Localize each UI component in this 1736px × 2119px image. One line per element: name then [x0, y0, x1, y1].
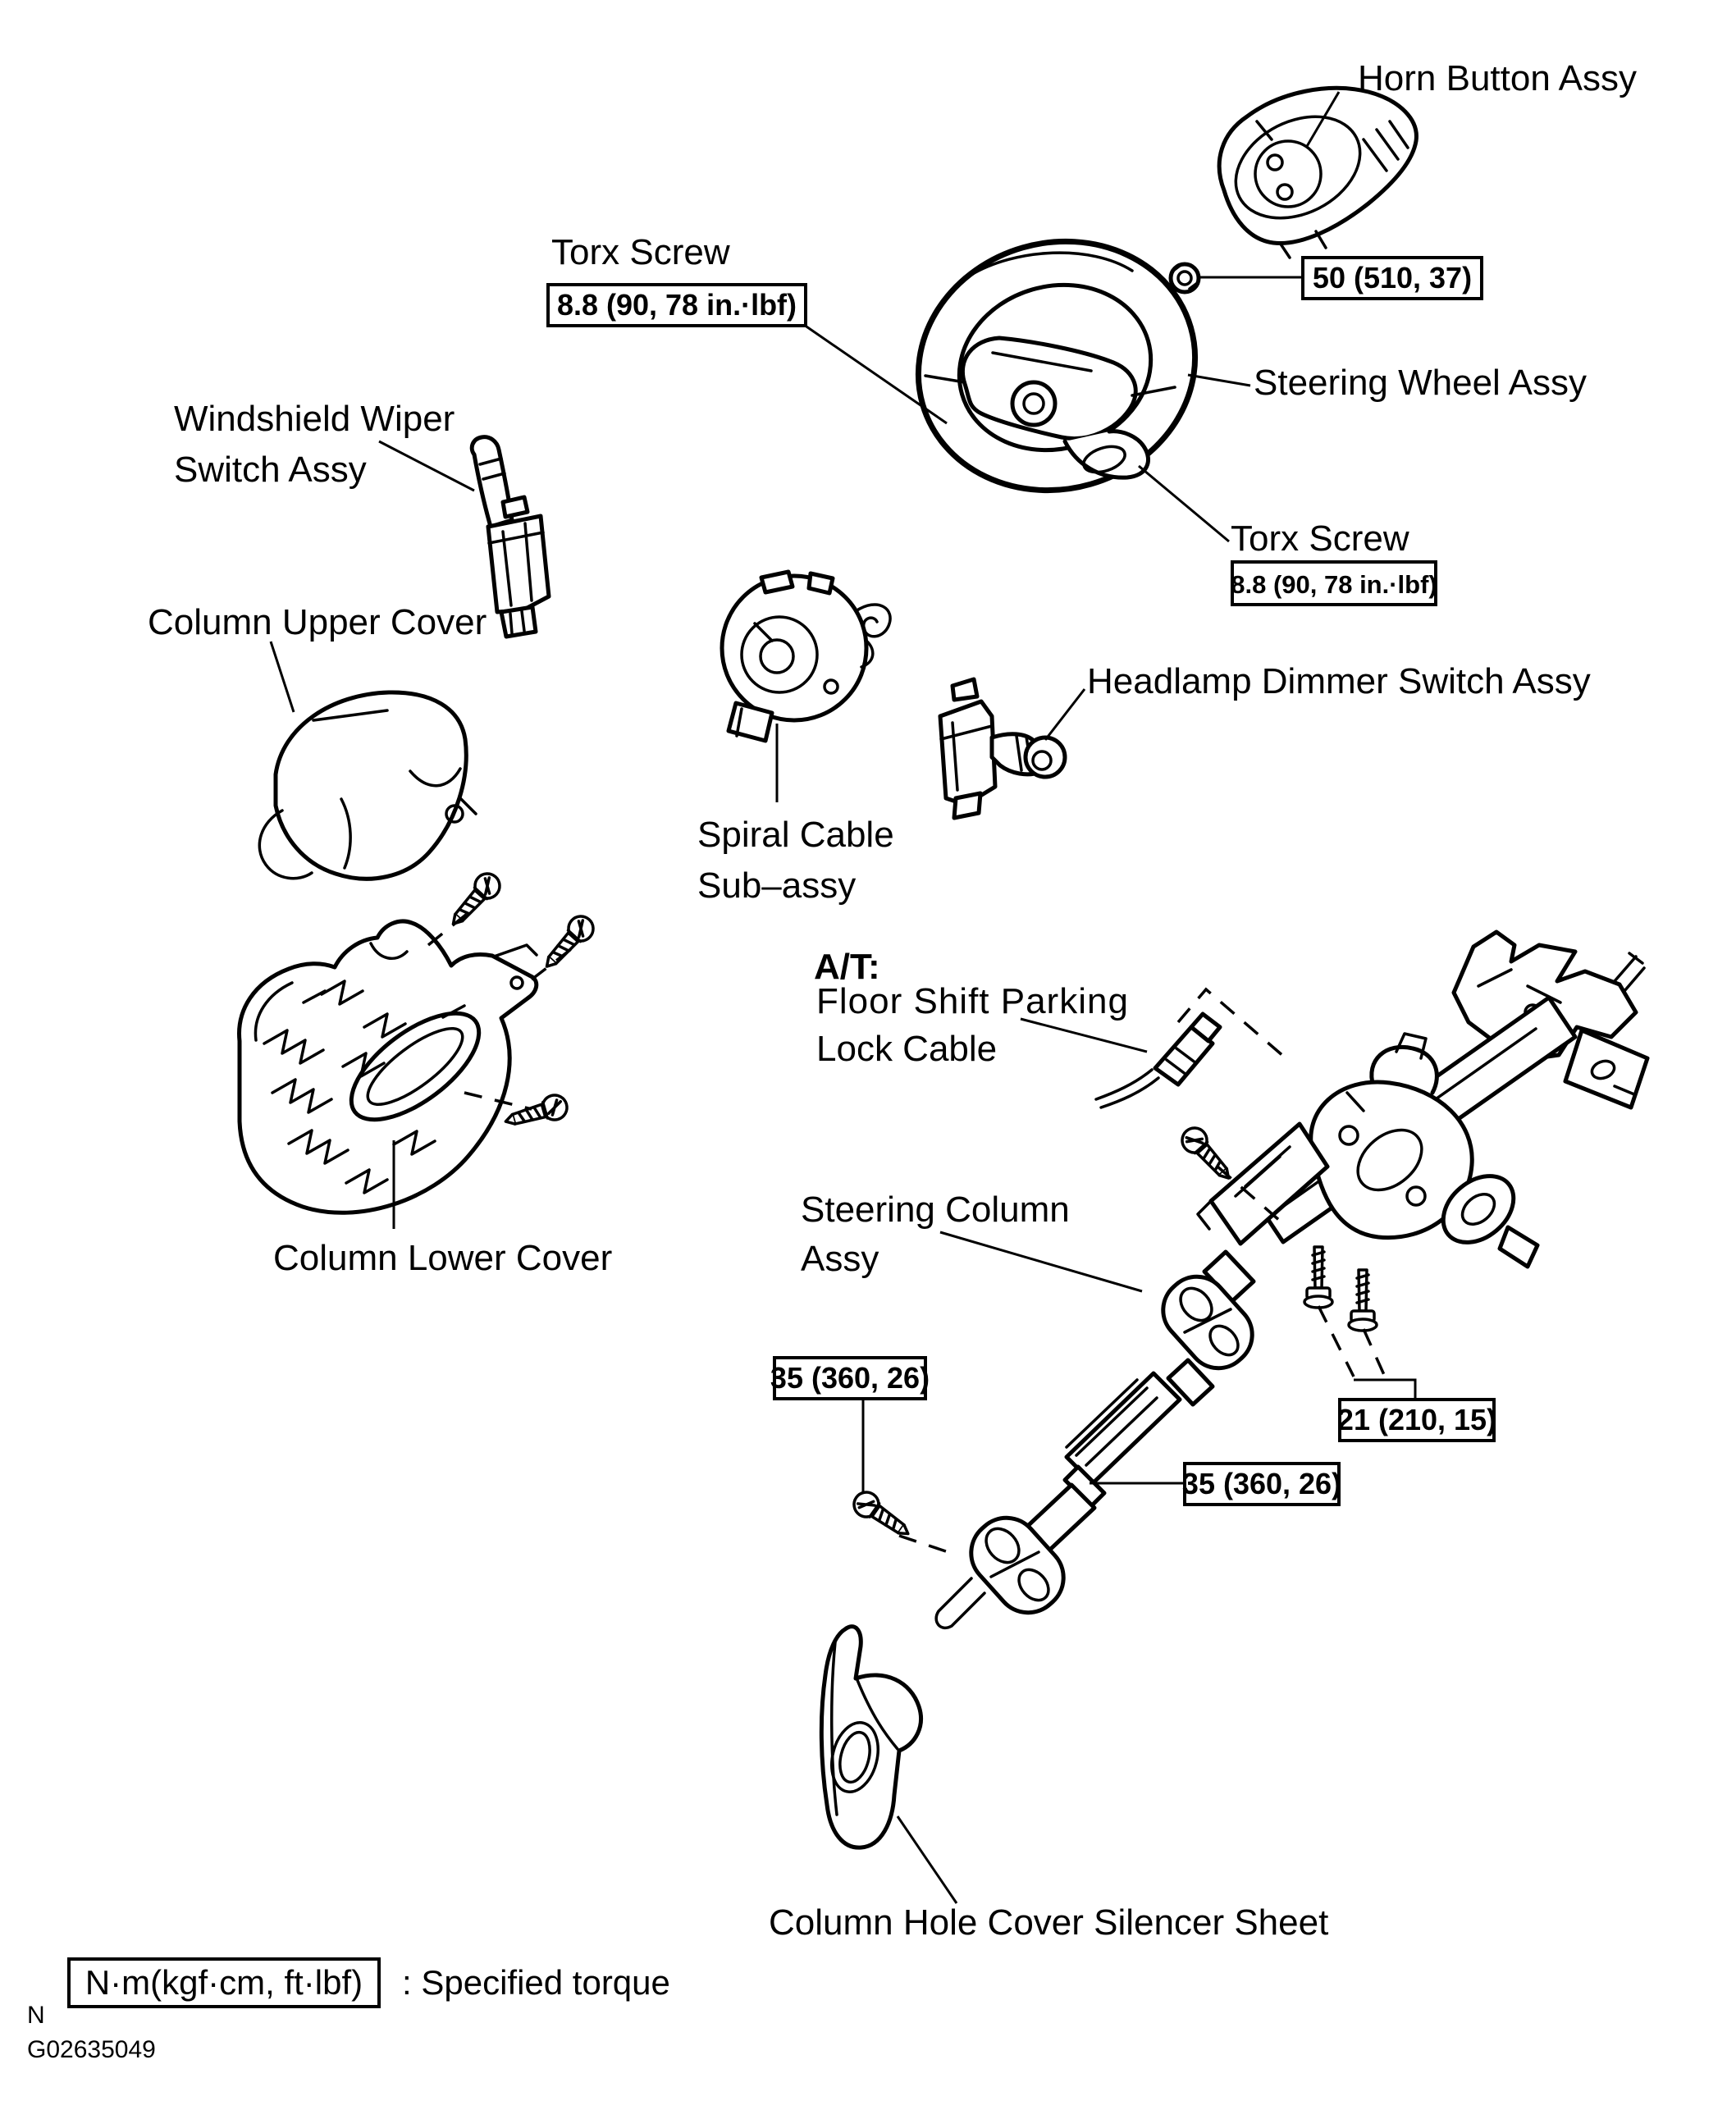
torx-screw-lower-label: Torx Screw [1231, 518, 1409, 559]
silencer-sheet-art [821, 1627, 921, 1847]
parking-cable-label-1: Floor Shift Parking [816, 981, 1129, 1021]
column-upper-cover-art [259, 692, 476, 879]
steering-column-label-1: Steering Column [801, 1190, 1070, 1230]
figure-code: G02635049 [27, 2036, 156, 2063]
steering-wheel-label: Steering Wheel Assy [1254, 363, 1587, 403]
silencer-sheet-label: Column Hole Cover Silencer Sheet [769, 1902, 1329, 1943]
mount-bolt-connector [1354, 1380, 1415, 1399]
horn-button-art [1218, 88, 1416, 258]
cover-screw-1-dash [428, 911, 471, 945]
wiper-switch-label-2: Switch Assy [174, 450, 367, 490]
torx-lower-leader [1139, 466, 1229, 541]
upper-cover-leader [271, 642, 294, 712]
steering-column-label-2: Assy [801, 1239, 879, 1279]
cover-screw-2 [537, 911, 598, 975]
torque-35-left-value: 35 (360, 26) [770, 1361, 930, 1395]
parking-cable-label-2: Lock Cable [816, 1029, 998, 1069]
joint-bolt-lower-dash [899, 1536, 953, 1554]
headlamp-leader [1045, 689, 1085, 740]
column-mount-bolt-2 [1349, 1270, 1377, 1331]
page-marker: N [27, 2002, 45, 2029]
spiral-cable-label-1: Spiral Cable [697, 815, 894, 855]
legend-description: : Specified torque [402, 1963, 670, 2002]
joint-bolt-lower [849, 1487, 915, 1544]
wiper-switch-label-1: Windshield Wiper [174, 399, 455, 439]
wiper-switch-leader [379, 441, 474, 491]
headlamp-dimmer-switch-art [940, 679, 1065, 818]
torque-35-right-value: 35 (360, 26) [1181, 1467, 1342, 1500]
parking-cable-leader [1021, 1019, 1147, 1052]
steering-column-art [936, 932, 1647, 1628]
parking-lock-cable-art [1096, 1014, 1220, 1107]
column-mount-bolt-1 [1304, 1247, 1332, 1308]
steering-wheel-leader [1188, 375, 1250, 386]
torque-wheel-nut-value: 50 (510, 37) [1312, 261, 1473, 295]
lower-cover-label: Column Lower Cover [273, 1238, 613, 1278]
at-note-label: A/T: [814, 947, 880, 987]
torque-torx-upper-value: 8.8 (90, 78 in.·lbf) [556, 288, 797, 322]
legend-box-label: N·m(kgf·cm, ft·lbf) [85, 1963, 363, 2002]
steering-column-leader [940, 1232, 1142, 1291]
wheel-nut-art [1171, 264, 1199, 292]
cover-screw-3 [502, 1092, 569, 1133]
column-lower-cover-art [240, 921, 537, 1212]
torque-torx-lower-value: 8.8 (90, 78 in.·lbf) [1231, 570, 1437, 599]
torque-21-value: 21 (210, 15) [1336, 1403, 1497, 1436]
torx-screw-upper-label: Torx Screw [551, 232, 730, 272]
horn-button-label: Horn Button Assy [1358, 58, 1637, 98]
steering-wheel-art [889, 209, 1225, 523]
spiral-cable-label-2: Sub–assy [697, 865, 857, 906]
cover-screw-1 [444, 869, 505, 932]
headlamp-dimmer-label: Headlamp Dimmer Switch Assy [1087, 661, 1591, 701]
upper-cover-label: Column Upper Cover [148, 602, 487, 642]
spiral-cable-art [722, 572, 890, 741]
silencer-leader [898, 1816, 957, 1903]
